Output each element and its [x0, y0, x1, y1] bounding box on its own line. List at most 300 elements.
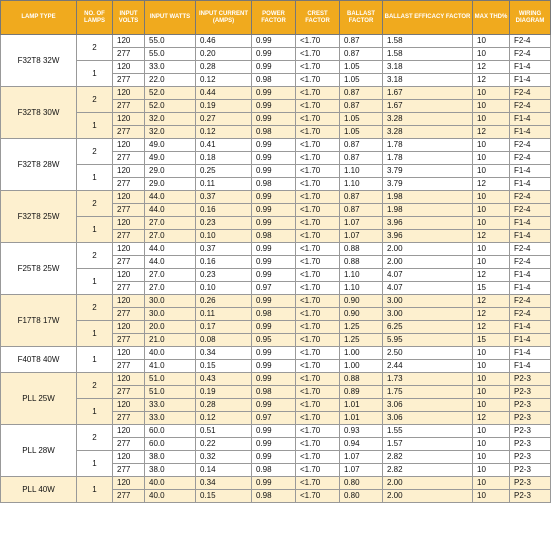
ballast-efficacy-cell: 1.73: [383, 373, 473, 386]
crest-factor-cell: <1.70: [296, 477, 340, 490]
max-thd-cell: 10: [473, 451, 510, 464]
input-watts-cell: 32.0: [145, 126, 196, 139]
wiring-diagram-cell: P2-3: [510, 373, 551, 386]
wiring-diagram-cell: F2-4: [510, 191, 551, 204]
input-watts-cell: 44.0: [145, 191, 196, 204]
table-row: [1, 217, 551, 230]
ballast-efficacy-cell: 1.78: [383, 152, 473, 165]
power-factor-cell: 0.99: [252, 321, 296, 334]
col-header-lamp-type: LAMP TYPE: [1, 1, 77, 35]
power-factor-cell: 0.99: [252, 243, 296, 256]
ballast-factor-cell: 0.88: [340, 243, 383, 256]
power-factor-cell: 0.98: [252, 126, 296, 139]
input-current-cell: 0.11: [196, 178, 252, 191]
power-factor-cell: 0.99: [252, 113, 296, 126]
input-watts-cell: 49.0: [145, 152, 196, 165]
ballast-factor-cell: 0.80: [340, 490, 383, 503]
wiring-diagram-cell: F2-4: [510, 243, 551, 256]
max-thd-cell: 12: [473, 74, 510, 87]
input-volts-cell: 277: [113, 256, 145, 269]
max-thd-cell: 10: [473, 48, 510, 61]
max-thd-cell: 10: [473, 87, 510, 100]
crest-factor-cell: <1.70: [296, 464, 340, 477]
ballast-efficacy-cell: 1.78: [383, 139, 473, 152]
power-factor-cell: 0.99: [252, 360, 296, 373]
max-thd-cell: 10: [473, 347, 510, 360]
col-header-input-watts: INPUT WATTS: [145, 1, 196, 35]
ballast-factor-cell: 1.07: [340, 230, 383, 243]
input-watts-cell: 51.0: [145, 386, 196, 399]
input-volts-cell: 120: [113, 87, 145, 100]
input-current-cell: 0.44: [196, 87, 252, 100]
input-volts-cell: 277: [113, 152, 145, 165]
ballast-factor-cell: 1.07: [340, 464, 383, 477]
crest-factor-cell: <1.70: [296, 412, 340, 425]
no-of-lamps-cell: 1: [77, 165, 113, 191]
input-watts-cell: 27.0: [145, 282, 196, 295]
table-row: [1, 477, 551, 490]
table-row: [1, 165, 551, 178]
input-current-cell: 0.12: [196, 126, 252, 139]
input-watts-cell: 44.0: [145, 243, 196, 256]
crest-factor-cell: <1.70: [296, 386, 340, 399]
max-thd-cell: 10: [473, 191, 510, 204]
input-volts-cell: 120: [113, 451, 145, 464]
ballast-efficacy-cell: 1.98: [383, 191, 473, 204]
power-factor-cell: 0.98: [252, 490, 296, 503]
input-watts-cell: 40.0: [145, 347, 196, 360]
lamp-type-cell: PLL 28W: [1, 425, 77, 477]
ballast-factor-cell: 0.87: [340, 191, 383, 204]
table-row: [1, 347, 551, 360]
max-thd-cell: 10: [473, 204, 510, 217]
input-volts-cell: 277: [113, 126, 145, 139]
ballast-factor-cell: 0.87: [340, 139, 383, 152]
ballast-factor-cell: 0.90: [340, 308, 383, 321]
crest-factor-cell: <1.70: [296, 48, 340, 61]
wiring-diagram-cell: F1-4: [510, 282, 551, 295]
input-watts-cell: 27.0: [145, 217, 196, 230]
input-current-cell: 0.12: [196, 412, 252, 425]
max-thd-cell: 12: [473, 178, 510, 191]
input-watts-cell: 44.0: [145, 204, 196, 217]
ballast-efficacy-cell: 1.67: [383, 87, 473, 100]
no-of-lamps-cell: 1: [77, 399, 113, 425]
no-of-lamps-cell: 1: [77, 269, 113, 295]
power-factor-cell: 0.99: [252, 347, 296, 360]
max-thd-cell: 10: [473, 360, 510, 373]
input-current-cell: 0.28: [196, 399, 252, 412]
input-watts-cell: 40.0: [145, 477, 196, 490]
wiring-diagram-cell: P2-3: [510, 464, 551, 477]
ballast-factor-cell: 0.87: [340, 48, 383, 61]
input-watts-cell: 40.0: [145, 490, 196, 503]
col-header-input-current: INPUT CURRENT (AMPS): [196, 1, 252, 35]
crest-factor-cell: <1.70: [296, 126, 340, 139]
input-watts-cell: 55.0: [145, 35, 196, 48]
wiring-diagram-cell: F1-4: [510, 230, 551, 243]
ballast-factor-cell: 0.90: [340, 295, 383, 308]
power-factor-cell: 0.98: [252, 308, 296, 321]
input-current-cell: 0.26: [196, 295, 252, 308]
wiring-diagram-cell: F2-4: [510, 308, 551, 321]
power-factor-cell: 0.99: [252, 477, 296, 490]
wiring-diagram-cell: F1-4: [510, 334, 551, 347]
max-thd-cell: 10: [473, 256, 510, 269]
input-watts-cell: 52.0: [145, 100, 196, 113]
input-volts-cell: 120: [113, 165, 145, 178]
max-thd-cell: 15: [473, 282, 510, 295]
input-current-cell: 0.12: [196, 74, 252, 87]
input-watts-cell: 44.0: [145, 256, 196, 269]
crest-factor-cell: <1.70: [296, 74, 340, 87]
ballast-efficacy-cell: 3.18: [383, 61, 473, 74]
wiring-diagram-cell: F2-4: [510, 295, 551, 308]
input-current-cell: 0.34: [196, 347, 252, 360]
ballast-factor-cell: 0.93: [340, 425, 383, 438]
input-watts-cell: 22.0: [145, 74, 196, 87]
crest-factor-cell: <1.70: [296, 438, 340, 451]
wiring-diagram-cell: P2-3: [510, 412, 551, 425]
crest-factor-cell: <1.70: [296, 35, 340, 48]
input-watts-cell: 27.0: [145, 230, 196, 243]
ballast-factor-cell: 1.10: [340, 269, 383, 282]
table-row: [1, 191, 551, 204]
no-of-lamps-cell: 1: [77, 61, 113, 87]
ballast-efficacy-cell: 2.44: [383, 360, 473, 373]
input-volts-cell: 120: [113, 61, 145, 74]
crest-factor-cell: <1.70: [296, 490, 340, 503]
max-thd-cell: 12: [473, 412, 510, 425]
power-factor-cell: 0.99: [252, 438, 296, 451]
ballast-efficacy-cell: 2.00: [383, 256, 473, 269]
input-volts-cell: 277: [113, 100, 145, 113]
max-thd-cell: 12: [473, 61, 510, 74]
input-volts-cell: 277: [113, 438, 145, 451]
no-of-lamps-cell: 2: [77, 425, 113, 451]
power-factor-cell: 0.99: [252, 152, 296, 165]
power-factor-cell: 0.97: [252, 412, 296, 425]
crest-factor-cell: <1.70: [296, 243, 340, 256]
ballast-efficacy-cell: 3.96: [383, 230, 473, 243]
ballast-factor-cell: 1.10: [340, 178, 383, 191]
input-volts-cell: 120: [113, 191, 145, 204]
power-factor-cell: 0.99: [252, 100, 296, 113]
power-factor-cell: 0.99: [252, 269, 296, 282]
input-volts-cell: 277: [113, 386, 145, 399]
power-factor-cell: 0.99: [252, 87, 296, 100]
input-volts-cell: 120: [113, 347, 145, 360]
ballast-efficacy-cell: 1.75: [383, 386, 473, 399]
ballast-efficacy-cell: 6.25: [383, 321, 473, 334]
input-volts-cell: 277: [113, 48, 145, 61]
crest-factor-cell: <1.70: [296, 256, 340, 269]
crest-factor-cell: <1.70: [296, 139, 340, 152]
ballast-factor-cell: 1.05: [340, 61, 383, 74]
input-current-cell: 0.08: [196, 334, 252, 347]
max-thd-cell: 10: [473, 165, 510, 178]
crest-factor-cell: <1.70: [296, 217, 340, 230]
table-row: [1, 243, 551, 256]
col-header-no-of-lamps: NO. OF LAMPS: [77, 1, 113, 35]
lamp-type-cell: F32T8 32W: [1, 35, 77, 87]
crest-factor-cell: <1.70: [296, 425, 340, 438]
wiring-diagram-cell: F1-4: [510, 126, 551, 139]
lamp-type-cell: F32T8 25W: [1, 191, 77, 243]
power-factor-cell: 0.95: [252, 334, 296, 347]
power-factor-cell: 0.99: [252, 204, 296, 217]
wiring-diagram-cell: F1-4: [510, 61, 551, 74]
crest-factor-cell: <1.70: [296, 373, 340, 386]
ballast-efficacy-cell: 3.79: [383, 165, 473, 178]
input-current-cell: 0.37: [196, 243, 252, 256]
input-current-cell: 0.15: [196, 490, 252, 503]
wiring-diagram-cell: F2-4: [510, 48, 551, 61]
wiring-diagram-cell: F1-4: [510, 113, 551, 126]
ballast-factor-cell: 0.89: [340, 386, 383, 399]
wiring-diagram-cell: F1-4: [510, 360, 551, 373]
wiring-diagram-cell: F1-4: [510, 178, 551, 191]
ballast-efficacy-cell: 3.96: [383, 217, 473, 230]
crest-factor-cell: <1.70: [296, 282, 340, 295]
col-header-ballast-factor: BALLAST FACTOR: [340, 1, 383, 35]
ballast-efficacy-cell: 3.06: [383, 399, 473, 412]
lamp-type-cell: F25T8 25W: [1, 243, 77, 295]
col-header-input-volts: INPUT VOLTS: [113, 1, 145, 35]
no-of-lamps-cell: 1: [77, 113, 113, 139]
power-factor-cell: 0.98: [252, 74, 296, 87]
power-factor-cell: 0.98: [252, 178, 296, 191]
ballast-factor-cell: 1.07: [340, 217, 383, 230]
ballast-factor-cell: 0.87: [340, 152, 383, 165]
max-thd-cell: 10: [473, 373, 510, 386]
wiring-diagram-cell: F2-4: [510, 204, 551, 217]
power-factor-cell: 0.98: [252, 230, 296, 243]
input-watts-cell: 33.0: [145, 399, 196, 412]
crest-factor-cell: <1.70: [296, 191, 340, 204]
no-of-lamps-cell: 1: [77, 477, 113, 503]
input-current-cell: 0.51: [196, 425, 252, 438]
wiring-diagram-cell: F1-4: [510, 74, 551, 87]
wiring-diagram-cell: F1-4: [510, 217, 551, 230]
ballast-factor-cell: 1.25: [340, 334, 383, 347]
ballast-efficacy-cell: 2.50: [383, 347, 473, 360]
crest-factor-cell: <1.70: [296, 295, 340, 308]
crest-factor-cell: <1.70: [296, 165, 340, 178]
max-thd-cell: 10: [473, 243, 510, 256]
max-thd-cell: 10: [473, 113, 510, 126]
ballast-factor-cell: 0.80: [340, 477, 383, 490]
input-current-cell: 0.15: [196, 360, 252, 373]
power-factor-cell: 0.99: [252, 295, 296, 308]
ballast-factor-cell: 1.00: [340, 360, 383, 373]
input-volts-cell: 120: [113, 373, 145, 386]
input-volts-cell: 120: [113, 139, 145, 152]
wiring-diagram-cell: P2-3: [510, 386, 551, 399]
max-thd-cell: 10: [473, 152, 510, 165]
ballast-efficacy-cell: 3.28: [383, 113, 473, 126]
max-thd-cell: 12: [473, 230, 510, 243]
input-volts-cell: 120: [113, 477, 145, 490]
crest-factor-cell: <1.70: [296, 204, 340, 217]
ballast-factor-cell: 1.05: [340, 113, 383, 126]
no-of-lamps-cell: 2: [77, 191, 113, 217]
wiring-diagram-cell: F2-4: [510, 87, 551, 100]
crest-factor-cell: <1.70: [296, 61, 340, 74]
crest-factor-cell: <1.70: [296, 334, 340, 347]
input-current-cell: 0.41: [196, 139, 252, 152]
input-watts-cell: 41.0: [145, 360, 196, 373]
input-volts-cell: 120: [113, 113, 145, 126]
input-current-cell: 0.23: [196, 269, 252, 282]
no-of-lamps-cell: 1: [77, 217, 113, 243]
wiring-diagram-cell: F1-4: [510, 165, 551, 178]
input-volts-cell: 277: [113, 282, 145, 295]
input-watts-cell: 27.0: [145, 269, 196, 282]
max-thd-cell: 10: [473, 217, 510, 230]
col-header-ballast-efficacy-factor: BALLAST EFFICACY FACTOR: [383, 1, 473, 35]
input-volts-cell: 277: [113, 204, 145, 217]
no-of-lamps-cell: 2: [77, 373, 113, 399]
power-factor-cell: 0.99: [252, 191, 296, 204]
crest-factor-cell: <1.70: [296, 399, 340, 412]
ballast-efficacy-cell: 1.58: [383, 48, 473, 61]
wiring-diagram-cell: P2-3: [510, 451, 551, 464]
no-of-lamps-cell: 1: [77, 321, 113, 347]
input-volts-cell: 277: [113, 360, 145, 373]
no-of-lamps-cell: 1: [77, 451, 113, 477]
power-factor-cell: 0.99: [252, 48, 296, 61]
ballast-factor-cell: 1.01: [340, 412, 383, 425]
max-thd-cell: 15: [473, 334, 510, 347]
input-watts-cell: 33.0: [145, 61, 196, 74]
input-volts-cell: 120: [113, 321, 145, 334]
wiring-diagram-cell: P2-3: [510, 425, 551, 438]
ballast-factor-cell: 0.88: [340, 256, 383, 269]
max-thd-cell: 10: [473, 100, 510, 113]
lamp-type-cell: F32T8 30W: [1, 87, 77, 139]
power-factor-cell: 0.99: [252, 139, 296, 152]
wiring-diagram-cell: P2-3: [510, 477, 551, 490]
table-row: [1, 113, 551, 126]
input-volts-cell: 120: [113, 243, 145, 256]
ballast-factor-cell: 1.10: [340, 165, 383, 178]
no-of-lamps-cell: 2: [77, 243, 113, 269]
input-volts-cell: 120: [113, 399, 145, 412]
power-factor-cell: 0.99: [252, 373, 296, 386]
ballast-factor-cell: 1.10: [340, 282, 383, 295]
input-current-cell: 0.27: [196, 113, 252, 126]
table-row: [1, 399, 551, 412]
ballast-factor-cell: 1.01: [340, 399, 383, 412]
input-volts-cell: 120: [113, 295, 145, 308]
crest-factor-cell: <1.70: [296, 152, 340, 165]
power-factor-cell: 0.99: [252, 399, 296, 412]
lamp-type-cell: F40T8 40W: [1, 347, 77, 373]
ballast-efficacy-cell: 3.18: [383, 74, 473, 87]
input-volts-cell: 277: [113, 74, 145, 87]
input-volts-cell: 277: [113, 464, 145, 477]
ballast-efficacy-cell: 2.82: [383, 451, 473, 464]
power-factor-cell: 0.99: [252, 425, 296, 438]
no-of-lamps-cell: 2: [77, 139, 113, 165]
input-current-cell: 0.32: [196, 451, 252, 464]
ballast-efficacy-cell: 3.06: [383, 412, 473, 425]
wiring-diagram-cell: F1-4: [510, 347, 551, 360]
table-row: [1, 35, 551, 48]
max-thd-cell: 10: [473, 399, 510, 412]
col-header-crest-factor: CREST FACTOR: [296, 1, 340, 35]
power-factor-cell: 0.98: [252, 464, 296, 477]
ballast-factor-cell: 1.07: [340, 451, 383, 464]
input-current-cell: 0.28: [196, 61, 252, 74]
input-volts-cell: 277: [113, 308, 145, 321]
max-thd-cell: 12: [473, 269, 510, 282]
wiring-diagram-cell: F1-4: [510, 269, 551, 282]
max-thd-cell: 10: [473, 139, 510, 152]
col-header-max-thd: MAX THD%: [473, 1, 510, 35]
ballast-factor-cell: 0.88: [340, 373, 383, 386]
power-factor-cell: 0.99: [252, 451, 296, 464]
ballast-efficacy-cell: 3.28: [383, 126, 473, 139]
ballast-efficacy-cell: 2.00: [383, 243, 473, 256]
lamp-type-cell: F17T8 17W: [1, 295, 77, 347]
power-factor-cell: 0.99: [252, 61, 296, 74]
power-factor-cell: 0.99: [252, 35, 296, 48]
max-thd-cell: 12: [473, 295, 510, 308]
input-current-cell: 0.14: [196, 464, 252, 477]
input-current-cell: 0.19: [196, 100, 252, 113]
input-current-cell: 0.20: [196, 48, 252, 61]
input-current-cell: 0.23: [196, 217, 252, 230]
max-thd-cell: 10: [473, 464, 510, 477]
table-row: [1, 87, 551, 100]
ballast-efficacy-cell: 3.79: [383, 178, 473, 191]
wiring-diagram-cell: P2-3: [510, 399, 551, 412]
ballast-factor-cell: 0.87: [340, 204, 383, 217]
input-current-cell: 0.34: [196, 477, 252, 490]
crest-factor-cell: <1.70: [296, 230, 340, 243]
ballast-efficacy-cell: 1.98: [383, 204, 473, 217]
crest-factor-cell: <1.70: [296, 308, 340, 321]
input-watts-cell: 49.0: [145, 139, 196, 152]
wiring-diagram-cell: F2-4: [510, 35, 551, 48]
crest-factor-cell: <1.70: [296, 360, 340, 373]
table-row: [1, 425, 551, 438]
input-volts-cell: 277: [113, 178, 145, 191]
input-watts-cell: 38.0: [145, 464, 196, 477]
input-current-cell: 0.11: [196, 308, 252, 321]
input-watts-cell: 60.0: [145, 438, 196, 451]
input-watts-cell: 60.0: [145, 425, 196, 438]
max-thd-cell: 12: [473, 308, 510, 321]
crest-factor-cell: <1.70: [296, 269, 340, 282]
lamp-type-cell: F32T8 28W: [1, 139, 77, 191]
crest-factor-cell: <1.70: [296, 100, 340, 113]
ballast-efficacy-cell: 4.07: [383, 282, 473, 295]
input-watts-cell: 38.0: [145, 451, 196, 464]
ballast-efficacy-cell: 1.57: [383, 438, 473, 451]
input-current-cell: 0.17: [196, 321, 252, 334]
input-watts-cell: 29.0: [145, 178, 196, 191]
power-factor-cell: 0.99: [252, 256, 296, 269]
input-current-cell: 0.16: [196, 204, 252, 217]
table-row: [1, 139, 551, 152]
input-current-cell: 0.10: [196, 230, 252, 243]
ballast-efficacy-cell: 3.00: [383, 308, 473, 321]
max-thd-cell: 10: [473, 35, 510, 48]
input-watts-cell: 21.0: [145, 334, 196, 347]
